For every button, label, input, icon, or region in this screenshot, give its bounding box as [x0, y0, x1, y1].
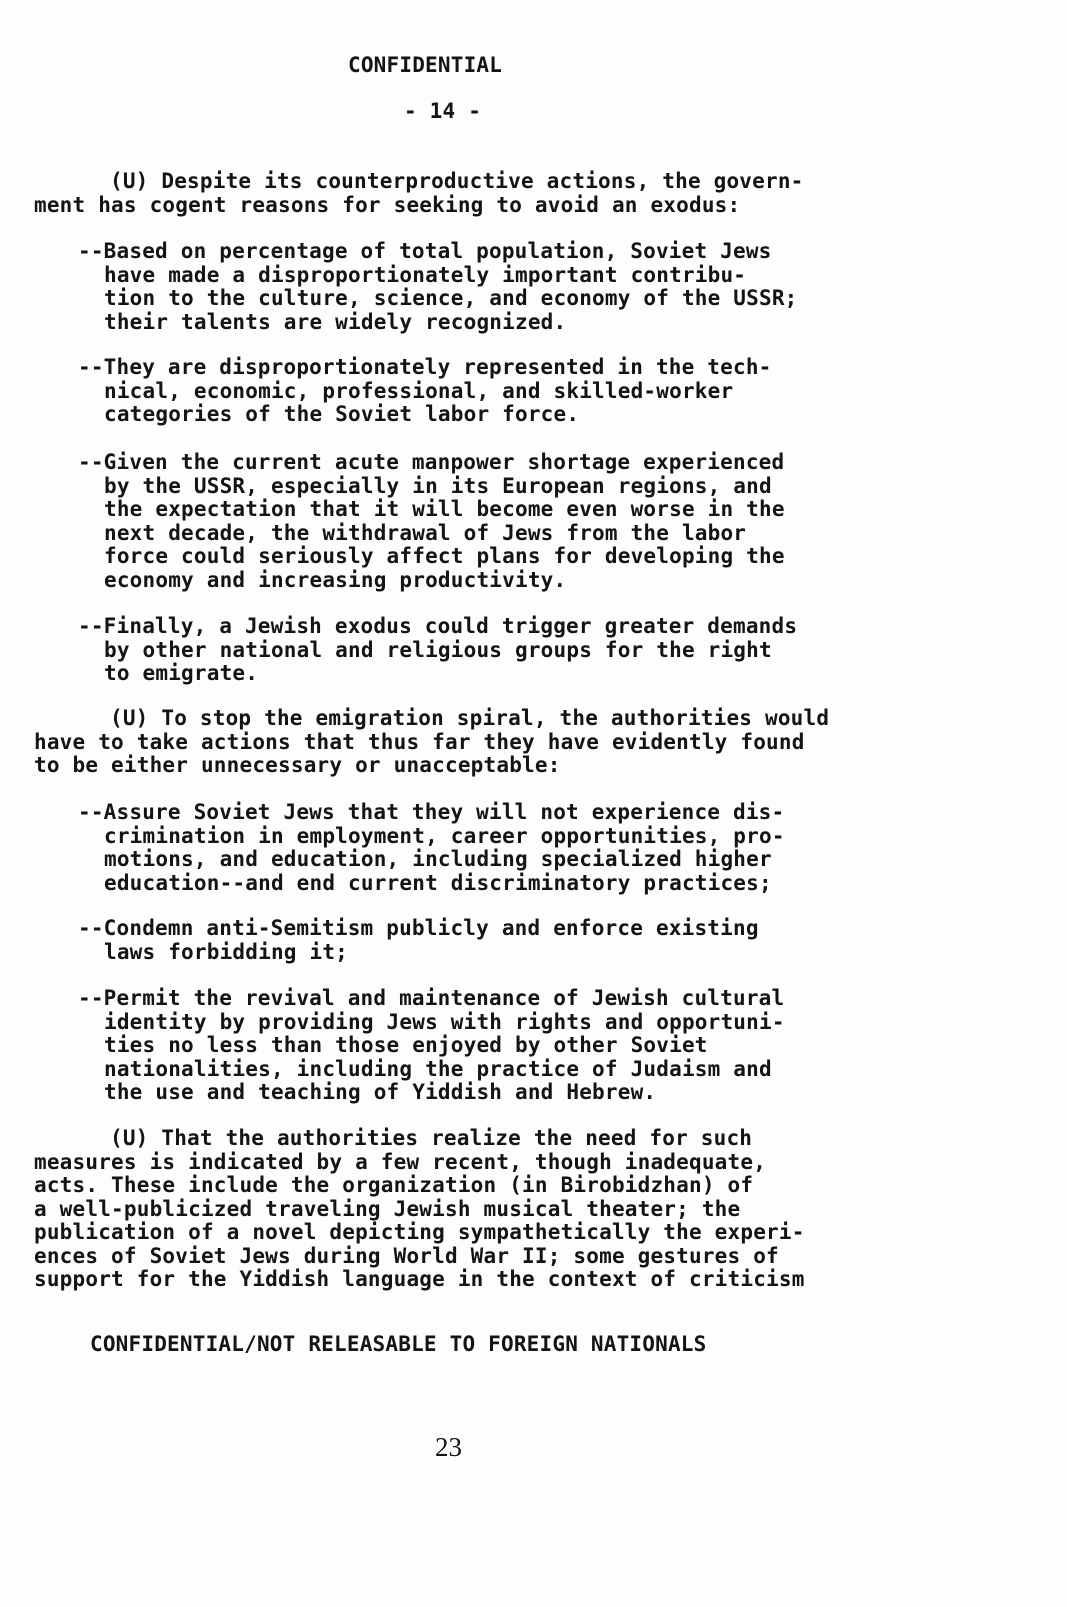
bullet-line: crimination in employment, career opportunities, pro-	[104, 823, 785, 848]
para-line: to be either unnecessary or unacceptable:	[34, 753, 561, 777]
bullet-line: the expectation that it will become even worse in the	[104, 497, 785, 521]
bullet-line: categories of the Soviet labor force.	[104, 402, 580, 426]
para-line: publication of a novel depicting sympathetically the experi-	[34, 1220, 805, 1244]
stop-paragraph	[34, 707, 884, 778]
bullet-line: tion to the culture, science, and economy of the USSR;	[104, 286, 798, 310]
bullet-line: nationalities, including the practice of Judaism and	[104, 1056, 772, 1081]
intro-line: (U) Despite its counterproductive actions, the govern-	[110, 169, 804, 193]
reason-bullet-3	[78, 451, 858, 592]
bullet-line: ties no less than those enjoyed by other Soviet	[104, 1033, 708, 1057]
bullet-line: motions, and education, including specialized higher	[104, 847, 772, 871]
intro-line: ment has cogent reasons for seeking to avoid an exodus:	[34, 192, 741, 217]
bullet-line: by the USSR, especially in its European regions, and	[104, 473, 772, 498]
bullet-line: economy and increasing productivity.	[104, 567, 567, 592]
bullet-line: --They are disproportionately represented in the tech-	[78, 355, 772, 379]
bullet-line: --Condemn anti-Semitism publicly and enforce existing	[78, 916, 759, 940]
reason-bullet-4	[78, 615, 858, 686]
bullet-line: --Given the current acute manpower shortage experienced	[78, 450, 785, 474]
para-line: support for the Yiddish language in the context of criticism	[34, 1267, 805, 1291]
action-bullet-3	[78, 987, 858, 1105]
bullet-line: identity by providing Jews with rights and opportuni-	[104, 1009, 785, 1034]
para-line: acts. These include the organization (in Birobidzhan) of	[34, 1173, 754, 1197]
bullet-line: by other national and religious groups for the right	[104, 637, 772, 662]
bullet-line: --Assure Soviet Jews that they will not experience dis-	[78, 800, 785, 824]
para-line: (U) To stop the emigration spiral, the authorities would	[110, 706, 830, 730]
header-classification: CONFIDENTIAL	[348, 53, 503, 77]
reason-bullet-1	[78, 240, 858, 334]
bullet-line: --Permit the revival and maintenance of Jewish cultural	[78, 986, 785, 1010]
bullet-line: the use and teaching of Yiddish and Hebrew.	[104, 1080, 657, 1104]
bullet-line: nical, economic, professional, and skilled-worker	[104, 378, 734, 403]
para-line: a well-publicized traveling Jewish musical theater; the	[34, 1196, 741, 1221]
page-number: 23	[435, 1432, 462, 1462]
bullet-line: education--and end current discriminatory practices;	[104, 870, 772, 895]
action-bullet-2	[78, 917, 858, 964]
bullet-line: laws forbidding it;	[104, 939, 349, 964]
footer-classification: CONFIDENTIAL/NOT RELEASABLE TO FOREIGN NATIONALS	[90, 1332, 707, 1356]
bullet-line: --Based on percentage of total population, Soviet Jews	[78, 239, 772, 263]
para-line: measures is indicated by a few recent, though inadequate,	[34, 1149, 767, 1174]
closing-paragraph	[34, 1127, 884, 1292]
bullet-line: their talents are widely recognized.	[104, 309, 567, 334]
para-line: have to take actions that thus far they have evidently found	[34, 729, 805, 754]
para-line: ences of Soviet Jews during World War II; some gestures of	[34, 1243, 779, 1268]
bullet-line: to emigrate.	[104, 661, 259, 685]
action-bullet-1	[78, 801, 858, 895]
para-line: (U) That the authorities realize the need for such	[110, 1126, 753, 1150]
reason-bullet-2	[78, 356, 858, 427]
bullet-line: force could seriously affect plans for developing the	[104, 544, 785, 568]
intro-paragraph	[34, 170, 884, 217]
bullet-line: next decade, the withdrawal of Jews from the labor	[104, 520, 747, 545]
bullet-line: --Finally, a Jewish exodus could trigger greater demands	[78, 614, 798, 638]
header-page-marker: - 14 -	[404, 99, 482, 123]
bullet-line: have made a disproportionately important contribu-	[104, 262, 747, 287]
